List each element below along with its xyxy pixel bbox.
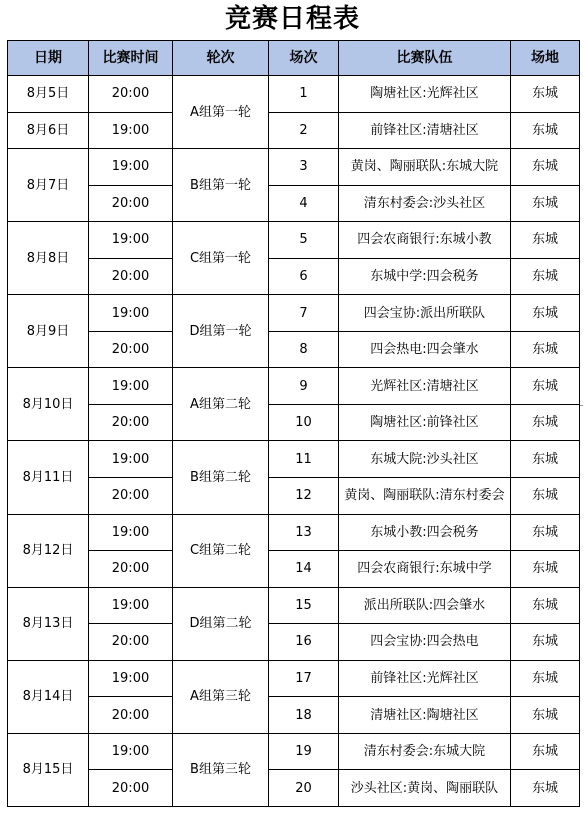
table-row: [8, 551, 580, 588]
page-break-marker: [580, 405, 583, 407]
venue-cell: 东城: [511, 624, 580, 661]
header-date: 日期: [8, 41, 89, 76]
venue-cell: 东城: [511, 697, 580, 734]
table-row: [8, 112, 580, 149]
time-cell: 20:00: [89, 404, 173, 441]
time-cell: 20:00: [89, 478, 173, 515]
teams-cell: 四会农商银行:东城中学: [339, 551, 511, 588]
round-cell: D组第二轮: [173, 587, 269, 660]
match-no-cell: 5: [269, 222, 339, 259]
date-cell: 8月11日: [8, 441, 89, 514]
date-cell: 8月12日: [8, 514, 89, 587]
venue-cell: 东城: [511, 770, 580, 807]
teams-cell: 黄岗、陶丽联队:清东村委会: [339, 478, 511, 515]
venue-cell: 东城: [511, 258, 580, 295]
venue-cell: 东城: [511, 587, 580, 624]
match-no-cell: 18: [269, 697, 339, 734]
teams-cell: 黄岗、陶丽联队:东城大院: [339, 149, 511, 186]
table-row: [8, 660, 580, 697]
table-row: [8, 368, 580, 405]
table-row: [8, 733, 580, 770]
round-cell: D组第一轮: [173, 295, 269, 368]
venue-cell: 东城: [511, 112, 580, 149]
teams-cell: 四会宝协:四会热电: [339, 624, 511, 661]
time-cell: 19:00: [89, 441, 173, 478]
teams-cell: 四会热电:四会肇水: [339, 331, 511, 368]
round-cell: C组第一轮: [173, 222, 269, 295]
time-cell: 19:00: [89, 368, 173, 405]
round-cell: B组第一轮: [173, 149, 269, 222]
round-cell: A组第一轮: [173, 76, 269, 149]
time-cell: 19:00: [89, 295, 173, 332]
table-row: [8, 295, 580, 332]
table-row: [8, 624, 580, 661]
date-cell: 8月8日: [8, 222, 89, 295]
table-row: [8, 697, 580, 734]
round-cell: A组第三轮: [173, 660, 269, 733]
venue-cell: 东城: [511, 185, 580, 222]
schedule-body: [8, 76, 580, 807]
table-row: [8, 441, 580, 478]
match-no-cell: 14: [269, 551, 339, 588]
teams-cell: 派出所联队:四会肇水: [339, 587, 511, 624]
table-row: [8, 331, 580, 368]
teams-cell: 清东村委会:东城大院: [339, 733, 511, 770]
match-no-cell: 8: [269, 331, 339, 368]
table-row: [8, 478, 580, 515]
date-cell: 8月13日: [8, 587, 89, 660]
header-venue: 场地: [511, 41, 580, 76]
table-row: [8, 404, 580, 441]
date-cell: 8月10日: [8, 368, 89, 441]
match-no-cell: 19: [269, 733, 339, 770]
header-teams: 比赛队伍: [339, 41, 511, 76]
match-no-cell: 7: [269, 295, 339, 332]
venue-cell: 东城: [511, 368, 580, 405]
time-cell: 20:00: [89, 331, 173, 368]
round-cell: A组第二轮: [173, 368, 269, 441]
venue-cell: 东城: [511, 331, 580, 368]
time-cell: 20:00: [89, 551, 173, 588]
teams-cell: 东城中学:四会税务: [339, 258, 511, 295]
time-cell: 19:00: [89, 660, 173, 697]
table-row: [8, 770, 580, 807]
table-row: [8, 222, 580, 259]
time-cell: 19:00: [89, 514, 173, 551]
date-cell: 8月5日: [8, 76, 89, 113]
venue-cell: 东城: [511, 733, 580, 770]
time-cell: 19:00: [89, 112, 173, 149]
table-row: [8, 258, 580, 295]
page-title: 竞赛日程表: [224, 4, 360, 34]
venue-cell: 东城: [511, 222, 580, 259]
time-cell: 20:00: [89, 697, 173, 734]
table-row: [8, 514, 580, 551]
date-cell: 8月9日: [8, 295, 89, 368]
time-cell: 19:00: [89, 587, 173, 624]
match-no-cell: 10: [269, 404, 339, 441]
header-time: 比赛时间: [89, 41, 173, 76]
time-cell: 19:00: [89, 733, 173, 770]
teams-cell: 东城大院:沙头社区: [339, 441, 511, 478]
venue-cell: 东城: [511, 149, 580, 186]
match-no-cell: 3: [269, 149, 339, 186]
teams-cell: 光辉社区:清塘社区: [339, 368, 511, 405]
teams-cell: 陶塘社区:前锋社区: [339, 404, 511, 441]
header-match-no: 场次: [269, 41, 339, 76]
venue-cell: 东城: [511, 295, 580, 332]
venue-cell: 东城: [511, 551, 580, 588]
table-row: [8, 185, 580, 222]
teams-cell: 东城小教:四会税务: [339, 514, 511, 551]
time-cell: 20:00: [89, 770, 173, 807]
venue-cell: 东城: [511, 478, 580, 515]
time-cell: 19:00: [89, 222, 173, 259]
time-cell: 20:00: [89, 76, 173, 113]
venue-cell: 东城: [511, 441, 580, 478]
teams-cell: 前锋社区:清塘社区: [339, 112, 511, 149]
match-no-cell: 17: [269, 660, 339, 697]
date-cell: 8月6日: [8, 112, 89, 149]
match-no-cell: 20: [269, 770, 339, 807]
match-no-cell: 12: [269, 478, 339, 515]
match-no-cell: 16: [269, 624, 339, 661]
match-no-cell: 6: [269, 258, 339, 295]
date-cell: 8月15日: [8, 733, 89, 806]
date-cell: 8月14日: [8, 660, 89, 733]
match-no-cell: 11: [269, 441, 339, 478]
teams-cell: 清塘社区:陶塘社区: [339, 697, 511, 734]
time-cell: 20:00: [89, 258, 173, 295]
table-row: [8, 587, 580, 624]
date-cell: 8月7日: [8, 149, 89, 222]
match-no-cell: 13: [269, 514, 339, 551]
time-cell: 20:00: [89, 185, 173, 222]
time-cell: 19:00: [89, 149, 173, 186]
header-round: 轮次: [173, 41, 269, 76]
match-no-cell: 2: [269, 112, 339, 149]
schedule-table: [7, 40, 580, 807]
table-row: [8, 149, 580, 186]
time-cell: 20:00: [89, 624, 173, 661]
teams-cell: 沙头社区:黄岗、陶丽联队: [339, 770, 511, 807]
round-cell: B组第二轮: [173, 441, 269, 514]
round-cell: C组第二轮: [173, 514, 269, 587]
teams-cell: 陶塘社区:光辉社区: [339, 76, 511, 113]
venue-cell: 东城: [511, 76, 580, 113]
match-no-cell: 9: [269, 368, 339, 405]
teams-cell: 前锋社区:光辉社区: [339, 660, 511, 697]
teams-cell: 四会宝协:派出所联队: [339, 295, 511, 332]
teams-cell: 清东村委会:沙头社区: [339, 185, 511, 222]
match-no-cell: 4: [269, 185, 339, 222]
match-no-cell: 1: [269, 76, 339, 113]
table-row: [8, 76, 580, 113]
teams-cell: 四会农商银行:东城小教: [339, 222, 511, 259]
venue-cell: 东城: [511, 404, 580, 441]
venue-cell: 东城: [511, 514, 580, 551]
match-no-cell: 15: [269, 587, 339, 624]
header-row: [8, 41, 580, 76]
round-cell: B组第三轮: [173, 733, 269, 806]
venue-cell: 东城: [511, 660, 580, 697]
